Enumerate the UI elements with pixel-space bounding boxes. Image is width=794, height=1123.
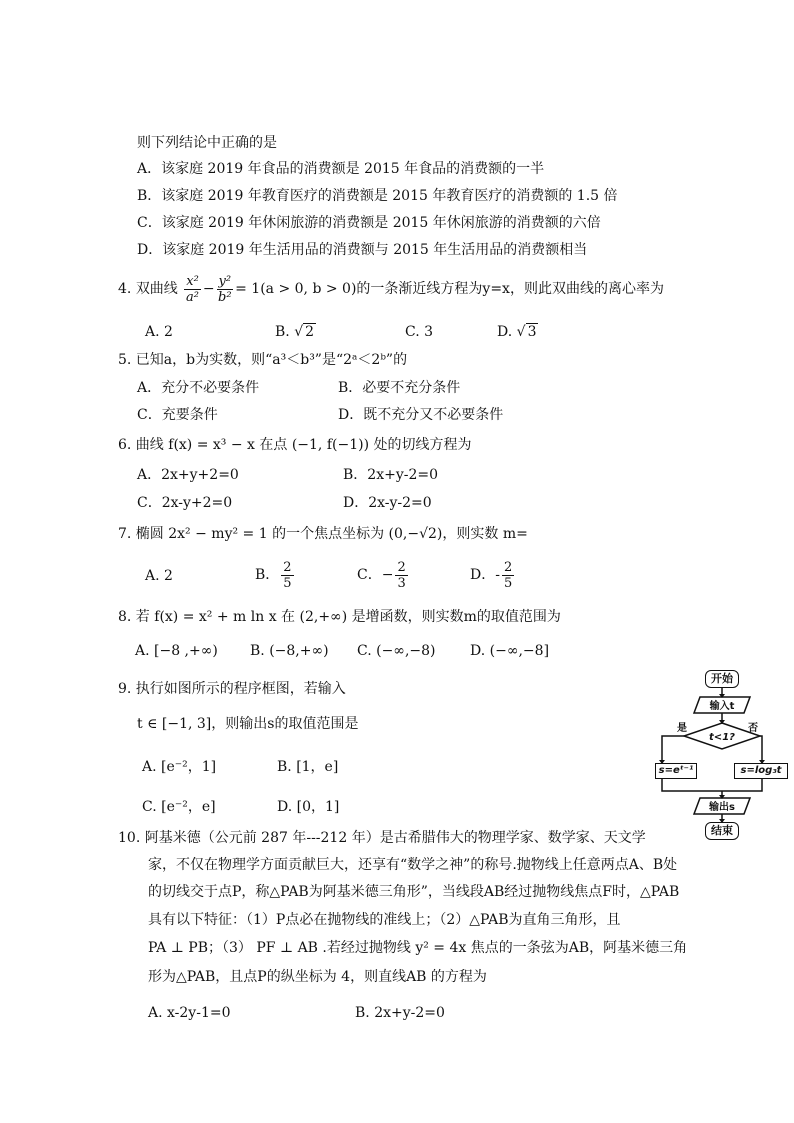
q5-option-b: B．必要不充分条件 bbox=[338, 380, 461, 396]
q8-option-a: A. [−8 ,+∞) bbox=[135, 643, 218, 659]
q8-option-c: C. (−∞,−8) bbox=[357, 643, 436, 659]
question-lead-text: 则下列结论中正确的是 bbox=[137, 135, 277, 151]
q8-option-b: B. (−8,+∞) bbox=[250, 643, 329, 659]
q6-option-b: B．2x+y-2=0 bbox=[343, 467, 439, 483]
q3-option-b: B．该家庭 2019 年教育医疗的消费额是 2015 年教育医疗的消费额的 1.5 倍 bbox=[137, 188, 618, 204]
q7-option-a: A. 2 bbox=[145, 568, 173, 584]
flowchart-no-label: 否 bbox=[748, 723, 758, 734]
q10-stem-line4: 具有以下特征：（1）P点必在抛物线的准线上；（2）△PAB为直角三角形，且 bbox=[148, 912, 621, 928]
flowchart-end-box: 结束 bbox=[705, 822, 739, 840]
q5-option-c: C．充要条件 bbox=[137, 407, 218, 423]
q9-stem-line2: t ∈ [−1, 3]，则输出s的取值范围是 bbox=[137, 716, 359, 732]
flowchart-start-box: 开始 bbox=[705, 670, 739, 688]
q9-option-b: B. [1，e] bbox=[277, 759, 339, 775]
q8-stem: 8. 若 f(x) = x² + m ln x 在 (2,+∞) 是增函数，则实数m的取值范围为 bbox=[118, 609, 561, 625]
q9-option-a: A. [e⁻²，1] bbox=[142, 759, 217, 775]
q7-option-d: D．- $\frac{2}{5}$ bbox=[470, 559, 513, 591]
q10-option-b: B. 2x+y-2=0 bbox=[355, 1005, 445, 1021]
q4-option-d: D. √ 3 bbox=[497, 324, 537, 340]
q3-option-a: A．该家庭 2019 年食品的消费额是 2015 年食品的消费额的一半 bbox=[137, 161, 545, 177]
q9-option-d: D. [0，1] bbox=[277, 799, 340, 815]
q6-option-c: C．2x-y+2=0 bbox=[137, 495, 233, 511]
q4-option-b: B. √ 2 bbox=[275, 324, 315, 340]
q9-stem-line1: 9. 执行如图所示的程序框图，若输入 bbox=[118, 681, 346, 697]
q6-stem: 6. 曲线 f(x) = x³ − x 在点 (−1, f(−1)) 处的切线方程为 bbox=[118, 437, 472, 453]
q10-stem-line2: 家，不仅在物理学方面贡献巨大，还享有“数学之神”的称号.抛物线上任意两点A、B处 bbox=[148, 857, 678, 873]
q3-option-c: C．该家庭 2019 年休闲旅游的消费额是 2015 年休闲旅游的消费额的六倍 bbox=[137, 215, 601, 231]
q4-stem: 4. 双曲线 $\frac{\text{x²}}{\text{a²}}$ − $\frac{\text{y²}}{\text{b²}}$ = 1(a > 0, b > 0)的一条渐近线方程为y=x，则此双曲线的离心率为 bbox=[118, 273, 664, 305]
flowchart-yes-label: 是 bbox=[677, 723, 687, 734]
flowchart-left-process-box: s=eᵗ⁻¹ bbox=[655, 763, 697, 779]
q4-option-a: A. 2 bbox=[145, 324, 173, 340]
q5-stem: 5. 已知a，b为实数，则“a³＜b³”是“2ᵃ＜2ᵇ”的 bbox=[118, 352, 408, 368]
flowchart-right-process-box: s=log₃t bbox=[734, 763, 788, 779]
q10-stem-line6: 形为△PAB，且点P的纵坐标为 4，则直线AB 的方程为 bbox=[148, 969, 487, 985]
q4-frac-y: $\frac{\text{y²}}{\text{b²}}$ bbox=[218, 273, 232, 305]
q5-option-a: A．充分不必要条件 bbox=[137, 380, 260, 396]
q6-option-a: A．2x+y+2=0 bbox=[137, 467, 239, 483]
q7-option-c: C．− $\frac{2}{3}$ bbox=[357, 559, 406, 591]
q10-option-a: A. x-2y-1=0 bbox=[148, 1005, 231, 1021]
q10-stem-line1: 10. 阿基米德（公元前 287 年---212 年）是古希腊伟大的物理学家、数学家、天文学 bbox=[118, 830, 646, 846]
q8-option-d: D. (−∞,−8] bbox=[470, 643, 550, 659]
q5-option-d: D．既不充分又不必要条件 bbox=[338, 407, 504, 423]
flowchart-output-label: 输出s bbox=[709, 802, 735, 813]
flowchart-input-label: 输入t bbox=[709, 701, 735, 712]
q4-option-c: C. 3 bbox=[405, 324, 434, 340]
q10-stem-line5: PA ⊥ PB；（3） PF ⊥ AB .若经过抛物线 y² = 4x 焦点的一条弦为AB，阿基米德三角 bbox=[148, 940, 688, 956]
q9-option-c: C. [e⁻²，e] bbox=[142, 799, 216, 815]
q7-option-b: B． $\frac{2}{5}$ bbox=[255, 559, 292, 591]
q6-option-d: D．2x-y-2=0 bbox=[343, 495, 432, 511]
q10-stem-line3: 的切线交于点P，称△PAB为阿基米德三角形”，当线段AB经过抛物线焦点F时，△PAB bbox=[148, 884, 680, 900]
q3-option-d: D．该家庭 2019 年生活用品的消费额与 2015 年生活用品的消费额相当 bbox=[137, 242, 588, 258]
flowchart-diagram bbox=[650, 665, 790, 845]
q4-frac-x: $\frac{\text{x²}}{\text{a²}}$ bbox=[186, 273, 200, 305]
flowchart-condition-label: t<1? bbox=[709, 732, 735, 743]
q7-stem: 7. 椭圆 2x² − my² = 1 的一个焦点坐标为 (0,−√2)，则实数 m= bbox=[118, 526, 528, 542]
